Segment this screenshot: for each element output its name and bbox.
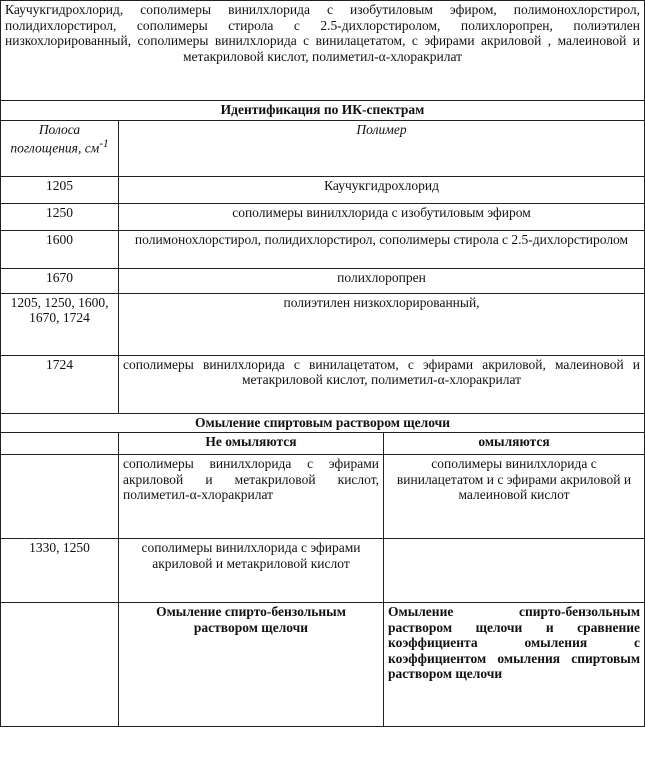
saponification-row bbox=[1, 455, 645, 539]
empty-cell bbox=[1, 455, 119, 539]
not-saponified-header: Не омыляются bbox=[119, 433, 384, 455]
saponification-row bbox=[1, 539, 645, 603]
saponification-row bbox=[1, 603, 645, 727]
band-cell: 1670 bbox=[1, 268, 119, 293]
band-cell: 1600 bbox=[1, 230, 119, 268]
ir-heading-row bbox=[1, 101, 645, 121]
polymer-cell: полимонохлорстирол, полидихлорстирол, сополимеры стирола с 2.5-дихлорстиролом bbox=[119, 230, 645, 268]
empty-cell bbox=[384, 539, 645, 603]
polymer-cell: сополимеры винилхлорида с винилацетатом, с эфирами акриловой, малеиновой и метакриловой кислот, полиметил-α-хлоракрилат bbox=[119, 355, 645, 413]
band-column-header-text: Полоса поглощения, см bbox=[10, 121, 100, 156]
intro-text: Каучукгидрохлорид, сополимеры винилхлорида с изобутиловым эфиром, полимонохлорстирол, полидихлорстирол, сополимеры стирола с 2.5-дихлорстиролом, полихлоропрен, полиэтилен низкохлорированный, сополимеры винилхлорида с винилацетатом, с эфирами акриловой , малеиновой и метакриловой кислот, полиметил-α-хлоракрилат bbox=[1, 1, 645, 101]
intro-row bbox=[1, 1, 645, 101]
saponification-heading: Омыление спиртовым раствором щелочи bbox=[1, 413, 645, 433]
table-row bbox=[1, 293, 645, 355]
table-row bbox=[1, 176, 645, 203]
empty-cell bbox=[1, 433, 119, 455]
saponification-heading-row bbox=[1, 413, 645, 433]
band-cell: 1205, 1250, 1600, 1670, 1724 bbox=[1, 293, 119, 355]
polymer-cell: полиэтилен низкохлорированный, bbox=[119, 293, 645, 355]
table-row bbox=[1, 268, 645, 293]
alcohol-benzene-comparison-cell: Омыление спирто-бензольным раствором щелочи и сравнение коэффициента омыления с коэффициентом омыления спиртовым раствором щелочи bbox=[384, 603, 645, 727]
not-saponified-cell: сополимеры винилхлорида с эфирами акриловой и метакриловой кислот, полиметил-α-хлоракрилат bbox=[119, 455, 384, 539]
alcohol-benzene-cell: Омыление спирто-бензольным раствором щелочи bbox=[119, 603, 384, 727]
table-row bbox=[1, 230, 645, 268]
band-cell: 1205 bbox=[1, 176, 119, 203]
polymer-cell: Каучукгидрохлорид bbox=[119, 176, 645, 203]
band-cell: 1330, 1250 bbox=[1, 539, 119, 603]
ir-column-header-row bbox=[1, 120, 645, 176]
band-cell: 1724 bbox=[1, 355, 119, 413]
saponified-header: омыляются bbox=[384, 433, 645, 455]
polymer-cell: сополимеры винилхлорида с изобутиловым эфиром bbox=[119, 203, 645, 230]
band-unit-superscript: -1 bbox=[99, 138, 109, 150]
polymer-column-header: Полимер bbox=[119, 120, 645, 176]
band-column-header bbox=[1, 120, 119, 176]
band-cell: 1250 bbox=[1, 203, 119, 230]
not-saponified-cell: сополимеры винилхлорида с эфирами акриловой и метакриловой кислот bbox=[119, 539, 384, 603]
empty-cell bbox=[1, 603, 119, 727]
table-row bbox=[1, 203, 645, 230]
saponification-header-row bbox=[1, 433, 645, 455]
polymer-cell: полихлоропрен bbox=[119, 268, 645, 293]
table-row bbox=[1, 355, 645, 413]
saponified-cell: сополимеры винилхлорида с винилацетатом и с эфирами акриловой и малеиновой кислот bbox=[384, 455, 645, 539]
ir-section-heading: Идентификация по ИК-спектрам bbox=[1, 101, 645, 121]
